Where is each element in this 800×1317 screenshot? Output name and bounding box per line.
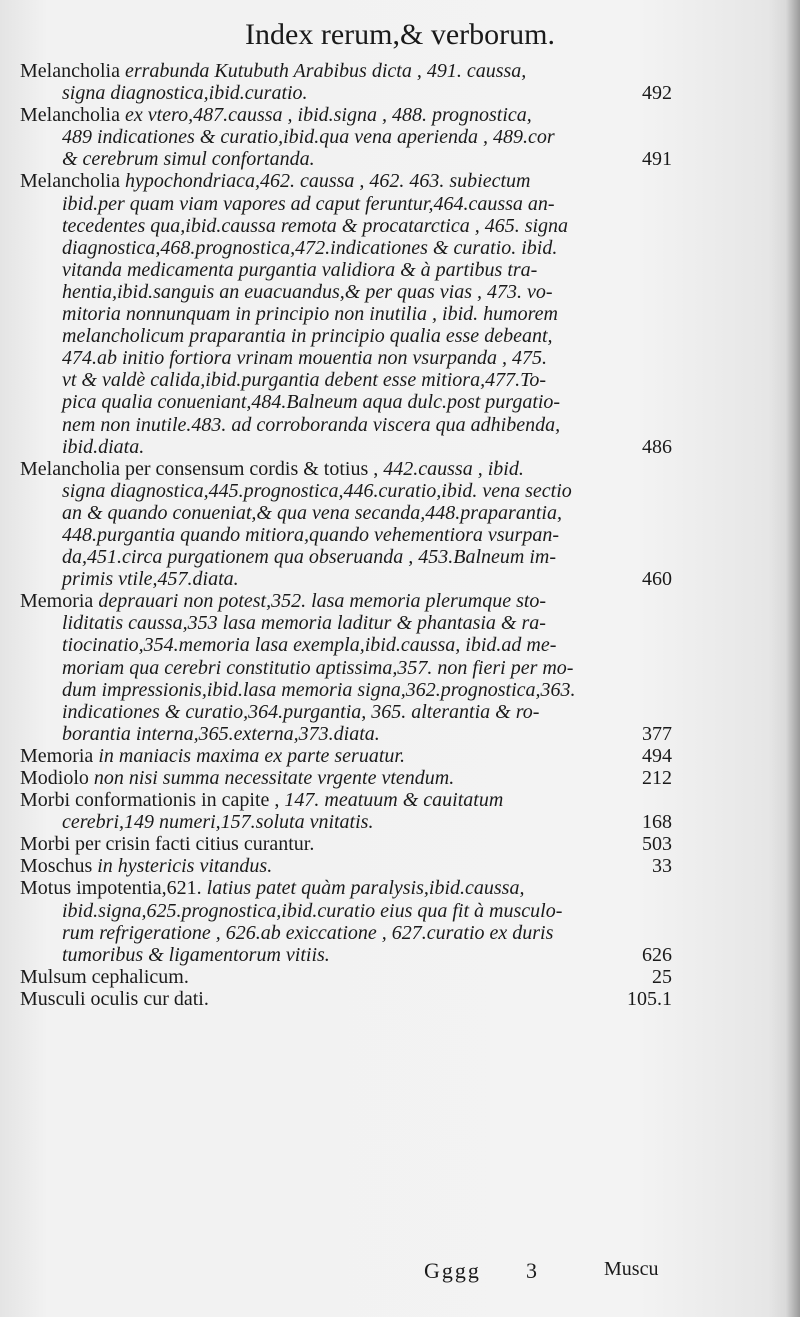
entry-line [20,900,672,922]
page-reference: 626 [642,943,672,966]
entry-body-text: latius patet quàm paralysis,ibid.caussa, [206,877,525,900]
entry-body-text: signa diagnostica,445.prognostica,446.curatio,ibid. vena sectio [62,479,572,502]
entry-line [20,634,672,656]
entry-text [62,215,568,237]
entry-body-text: vt & valdè calida,ibid.purgantia debent esse mitiora,477.To- [62,369,547,392]
entry-text [62,480,572,502]
entry-body-text: hypochondriaca,462. caussa , 462. 463. subiectum [124,170,531,193]
entry-body-text: ibid.per quam viam vapores ad caput feruntur,464.caussa an- [62,192,555,215]
entry-text [62,657,573,679]
entry-line [20,524,672,546]
entry-text [62,944,330,966]
entry-body-text: non nisi summa necessitate vrgente vtendum. [93,767,455,789]
entry-line [20,568,672,590]
entry-text [62,701,539,723]
page-footer [0,1258,672,1286]
entry-line [20,612,672,634]
page-reference: 105.1 [627,987,672,1010]
entry-headword: Morbi per crisin facti citius curantur. [20,833,315,856]
entry-text [62,900,562,922]
entry-line [20,701,672,723]
entry-line [20,347,672,369]
entry-headword: Motus impotentia,621. [20,877,207,900]
entry-line [20,877,672,899]
entry-headword: Memoria [20,744,99,767]
entry-headword: Melancholia [20,60,125,82]
entry-text [20,60,526,82]
page-reference: 486 [642,435,672,458]
signature-mark: Gggg [424,1258,481,1283]
entry-line [20,303,672,325]
index-entry [20,833,672,855]
entry-headword: Melancholia [20,104,125,127]
entry-headword: Mulsum cephalicum. [20,965,189,988]
entry-line [20,391,672,413]
entry-line [20,458,672,480]
entry-text [20,767,454,789]
entry-body-text: da,451.circa purgationem qua obseruanda , 453.Balneum im- [62,546,557,569]
index-entry [20,789,672,833]
entry-body-text: ibid.diata. [62,435,145,458]
entry-body-text: 147. meatuum & cauitatum [284,789,504,812]
entry-body-text: 442.caussa , ibid. [383,457,524,480]
entry-headword: Memoria [20,590,99,613]
entry-line [20,944,672,966]
entry-line [20,855,672,877]
entry-body-text: 448.purgantia quando mitiora,quando vehementiora vsurpan- [62,523,560,546]
page-reference: 503 [642,833,672,856]
page-reference: 33 [652,855,672,878]
entry-text [20,966,189,988]
entry-text [20,855,272,877]
entry-text [20,789,503,811]
entry-line [20,546,672,568]
entry-text [62,436,144,458]
entry-text [62,347,547,369]
entry-text [20,988,209,1010]
entry-text [62,82,308,104]
entry-body-text: tiocinatio,354.memoria lasa exempla,ibid.caussa, ibid.ad me- [62,634,557,657]
page-reference: 168 [642,811,672,834]
entry-line [20,988,672,1010]
entry-line [20,148,672,170]
entry-body-text: mitoria nonnunquam in principio non inutilia , ibid. humorem [62,303,558,326]
entry-text [62,811,373,833]
entry-body-text: liditatis caussa,353 lasa memoria laditur & phantasia & ra- [62,612,546,635]
entry-headword: Morbi conformationis in capite , [20,789,285,812]
entry-line [20,657,672,679]
entry-text [62,634,556,656]
entry-body-text: pica qualia conueniant,484.Balneum aqua dulc.post purgatio- [62,391,561,414]
entry-text [20,877,524,899]
index-entry [20,855,672,877]
entry-body-text: ibid.signa,625.prognostica,ibid.curatio eius qua fit à musculo- [62,899,563,922]
entry-text [20,170,530,192]
index-entries [20,60,672,1010]
entry-body-text: & cerebrum simul confortanda. [62,148,315,171]
entry-text [62,303,558,325]
index-entry [20,966,672,988]
entry-line [20,679,672,701]
entry-headword: Melancholia per consensum cordis & totius , [20,457,384,480]
entry-body-text: cerebri,149 numeri,157.soluta vnitatis. [62,811,374,834]
index-entry [20,170,672,457]
entry-text [20,458,524,480]
entry-text [62,369,546,391]
entry-body-text: deprauari non potest,352. lasa memoria plerumque sto- [98,590,547,613]
entry-text [62,524,559,546]
entry-line [20,767,672,789]
entry-body-text: indicationes & curatio,364.purgantia, 365. alterantia & ro- [62,700,540,723]
entry-body-text: ex vtero,487.caussa , ibid.signa , 488. prognostica, [124,104,532,127]
entry-line [20,215,672,237]
entry-line [20,966,672,988]
entry-line [20,237,672,259]
entry-text [62,126,555,148]
entry-line [20,480,672,502]
entry-body-text: in maniacis maxima ex parte seruatur. [98,744,405,767]
entry-text [20,590,546,612]
entry-line [20,60,672,82]
entry-text [62,568,239,590]
entry-line [20,590,672,612]
entry-text [62,281,553,303]
page-edge-shadow [786,0,800,1317]
entry-text [62,193,555,215]
entry-line [20,833,672,855]
page-reference: 491 [642,148,672,171]
entry-text [20,833,314,855]
entry-body-text: primis vtile,457.diata. [62,568,239,591]
entry-line [20,259,672,281]
entry-line [20,723,672,745]
leaf-number: 3 [526,1258,537,1283]
page-reference: 377 [642,722,672,745]
entry-text [62,259,537,281]
entry-body-text: borantia interna,365.externa,373.diata. [62,722,380,745]
entry-headword: Modiolo [20,767,94,789]
entry-line [20,436,672,458]
entry-text [20,104,532,126]
entry-body-text: tumoribus & ligamentorum vitiis. [62,943,330,966]
page-reference: 494 [642,744,672,767]
entry-line [20,104,672,126]
entry-line [20,126,672,148]
page-reference: 212 [642,767,672,789]
entry-headword: Musculi oculis cur dati. [20,987,209,1010]
entry-line [20,325,672,347]
entry-line [20,281,672,303]
entry-line [20,922,672,944]
running-header: Index rerum,& verborum. [245,18,555,51]
index-entry [20,767,672,789]
entry-body-text: an & quando conueniat,& qua vena secanda,448.praparantia, [62,501,562,524]
entry-body-text: errabunda Kutubuth Arabibus dicta , 491. caussa, [124,60,527,82]
entry-text [62,391,560,413]
entry-line [20,369,672,391]
page-reference: 492 [642,82,672,105]
index-entry [20,458,672,591]
entry-body-text: signa diagnostica,ibid.curatio. [62,82,308,105]
entry-body-text: melancholicum praparantia in principio qualia esse debeant, [62,325,553,348]
entry-text [62,546,556,568]
entry-text [62,148,315,170]
entry-line [20,789,672,811]
entry-line [20,811,672,833]
entry-headword: Melancholia [20,170,125,193]
entry-line [20,82,672,104]
entry-line [20,414,672,436]
entry-text [62,414,560,436]
entry-body-text: in hystericis vitandus. [97,855,273,878]
entry-body-text: 474.ab initio fortiora vrinam mouentia non vsurpanda , 475. [62,347,547,370]
index-entry [20,988,672,1010]
index-entry [20,590,672,745]
entry-line [20,193,672,215]
entry-body-text: rum refrigeratione , 626.ab exiccatione , 627.curatio ex duris [62,921,554,944]
entry-text [62,612,546,634]
entry-line [20,745,672,767]
entry-text [62,922,553,944]
entry-body-text: diagnostica,468.prognostica,472.indicationes & curatio. ibid. [62,236,558,259]
entry-line [20,170,672,192]
entry-body-text: moriam qua cerebri constitutio aptissima,357. non fieri per mo- [62,656,574,679]
entry-body-text: dum impressionis,ibid.lasa memoria signa,362.prognostica,363. [62,678,576,701]
entry-headword: Moschus [20,855,98,878]
entry-body-text: nem non inutile.483. ad corroboranda viscera qua adhibenda, [62,413,561,436]
entry-text [62,723,380,745]
page-reference: 460 [642,568,672,591]
entry-line [20,502,672,524]
index-entry [20,104,672,170]
index-entry [20,877,672,965]
entry-text [62,502,562,524]
index-entry [20,60,672,104]
entry-text [62,325,553,347]
catchword: Muscu [604,1258,659,1280]
entry-body-text: vitanda medicamenta purgantia validiora & à partibus tra- [62,258,538,281]
page-reference: 25 [652,965,672,988]
entry-text [62,679,576,701]
entry-text [20,745,405,767]
entry-body-text: hentia,ibid.sanguis an euacuandus,& per quas vias , 473. vo- [62,280,553,303]
entry-body-text: tecedentes qua,ibid.caussa remota & procatarctica , 465. signa [62,214,569,237]
entry-body-text: 489 indicationes & curatio,ibid.qua vena aperienda , 489.cor [62,126,555,149]
index-entry [20,745,672,767]
entry-text [62,237,557,259]
